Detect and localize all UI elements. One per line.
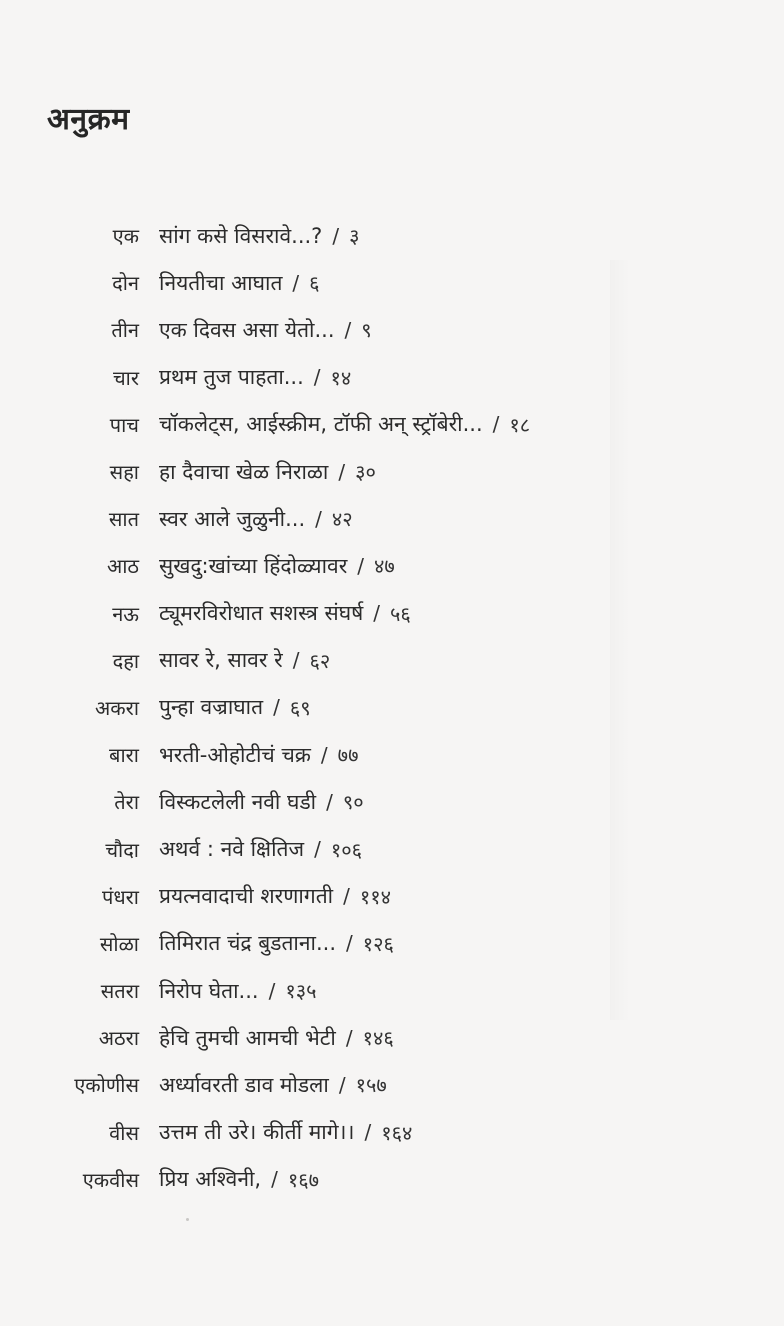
page-number: १३५ — [285, 979, 317, 1004]
toc-entry — [0, 542, 784, 589]
chapter-title: ट्यूमरविरोधात सशस्त्र संघर्ष — [159, 601, 364, 626]
page-number: ४७ — [374, 554, 395, 579]
chapter-title: उत्तम ती उरे। कीर्ती मागे।। — [159, 1120, 355, 1145]
toc-entry — [0, 306, 784, 353]
toc-entry — [0, 825, 784, 872]
chapter-number: तीन — [111, 318, 139, 343]
page-separator: / — [357, 553, 365, 578]
page-separator: / — [314, 837, 321, 862]
chapter-title: सावर रे, सावर रे — [159, 648, 283, 673]
page-separator: / — [315, 506, 322, 531]
page-number: ९० — [342, 790, 364, 815]
page-number: ६९ — [289, 695, 311, 720]
chapter-number: पंधरा — [101, 884, 139, 909]
page-number: १८ — [509, 412, 531, 437]
toc-entry — [0, 731, 784, 778]
page-number: १४ — [330, 365, 352, 390]
chapter-number: एक — [112, 224, 139, 249]
toc-entry — [0, 778, 784, 825]
page-separator: / — [268, 978, 276, 1003]
toc-entry — [0, 967, 784, 1014]
toc-entry — [0, 495, 784, 542]
chapter-number: एकवीस — [82, 1167, 139, 1192]
page-number: ३० — [355, 460, 376, 485]
chapter-title: प्रयत्नवादाची शरणागती — [159, 884, 334, 909]
page-number: १२६ — [362, 931, 394, 956]
toc-entry — [0, 1061, 784, 1108]
toc-entry — [0, 1109, 784, 1156]
chapter-number: एकोणीस — [74, 1073, 139, 1098]
page-separator: / — [326, 789, 333, 814]
toc-entry — [0, 259, 784, 306]
page-number: १६७ — [287, 1167, 320, 1192]
chapter-title: एक दिवस असा येतो... — [159, 317, 335, 342]
chapter-title: प्रिय अश्विनी, — [159, 1167, 262, 1192]
chapter-title: पुन्हा वज्राघात — [159, 695, 264, 720]
chapter-number: अकरा — [95, 695, 139, 720]
chapter-number: दोन — [112, 271, 139, 296]
toc-entry — [0, 873, 784, 920]
chapter-title: अथर्व : नवे क्षितिज — [159, 837, 305, 862]
page-separator: / — [271, 1167, 278, 1192]
page-separator: / — [338, 1072, 346, 1097]
chapter-number: सात — [108, 507, 139, 532]
chapter-number: चार — [112, 365, 139, 390]
page-number: ५६ — [390, 601, 411, 626]
page-separator: / — [332, 223, 340, 248]
chapter-number: सतरा — [100, 979, 139, 1004]
toc-entry — [0, 354, 784, 401]
page-separator: / — [373, 601, 381, 626]
chapter-title: चॉकलेट्स, आईस्क्रीम, टॉफी अन् स्ट्रॉबेरी... — [159, 412, 483, 437]
page-separator: / — [364, 1120, 372, 1145]
page-separator: / — [344, 317, 352, 342]
chapter-number: नऊ — [112, 601, 139, 626]
page-separator: / — [292, 270, 300, 295]
toc-entry — [0, 401, 784, 448]
chapter-title: सांग कसे विसरावे...? — [159, 223, 323, 248]
chapter-title: अर्ध्यावरती डाव मोडला — [159, 1072, 329, 1097]
toc-entry — [0, 684, 784, 731]
page-number: ४२ — [331, 507, 353, 532]
page-separator: / — [346, 931, 353, 956]
chapter-number: तेरा — [114, 790, 139, 815]
page-number: ७७ — [337, 743, 359, 768]
chapter-number: आठ — [106, 554, 139, 579]
toc-entry — [0, 448, 784, 495]
toc-entry — [0, 1014, 784, 1061]
page-number: ९ — [361, 318, 372, 343]
chapter-number: दहा — [112, 648, 139, 673]
toc-entry — [0, 212, 784, 259]
paper-speck — [186, 1218, 189, 1221]
page-number: ६ — [309, 271, 320, 296]
chapter-title: हेचि तुमची आमची भेटी — [159, 1025, 336, 1050]
page-number: १०६ — [330, 837, 363, 862]
chapter-title: तिमिरात चंद्र बुडताना... — [159, 931, 336, 956]
toc-entry — [0, 637, 784, 684]
chapter-title: सुखदु:खांच्या हिंदोळ्यावर — [159, 553, 348, 578]
chapter-number: अठरा — [98, 1026, 139, 1051]
chapter-number: सहा — [109, 460, 139, 485]
chapter-title: हा दैवाचा खेळ निराळा — [159, 459, 329, 484]
page-separator: / — [343, 884, 350, 909]
chapter-title: प्रथम तुज पाहता... — [159, 365, 304, 390]
chapter-number: पाच — [109, 412, 139, 437]
chapter-title: निरोप घेता... — [159, 978, 259, 1003]
toc-entry — [0, 920, 784, 967]
chapter-number: चौदा — [105, 837, 139, 862]
page-separator: / — [345, 1025, 353, 1050]
table-of-contents — [0, 212, 784, 1203]
page-number: ३ — [349, 224, 360, 249]
toc-entry — [0, 1156, 784, 1203]
page-separator: / — [320, 742, 328, 767]
page-number: १५७ — [355, 1073, 387, 1098]
chapter-title: विस्कटलेली नवी घडी — [159, 789, 317, 814]
chapter-number: बारा — [109, 743, 139, 768]
page-separator: / — [292, 648, 300, 673]
page-separator: / — [492, 412, 500, 437]
chapter-number: सोळा — [99, 931, 139, 956]
chapter-title: नियतीचा आघात — [159, 270, 283, 295]
page-title: अनुक्रम — [47, 102, 130, 138]
toc-entry — [0, 590, 784, 637]
page-number: १४६ — [362, 1026, 394, 1051]
chapter-number: वीस — [109, 1120, 139, 1145]
page-number: ६२ — [309, 648, 331, 673]
page-separator: / — [273, 695, 280, 720]
page-separator: / — [313, 365, 321, 390]
chapter-title: भरती-ओहोटीचं चक्र — [159, 742, 311, 767]
page-number: १६४ — [381, 1120, 413, 1145]
page-number: ११४ — [359, 884, 392, 909]
page-separator: / — [338, 459, 346, 484]
chapter-title: स्वर आले जुळुनी... — [159, 506, 306, 531]
